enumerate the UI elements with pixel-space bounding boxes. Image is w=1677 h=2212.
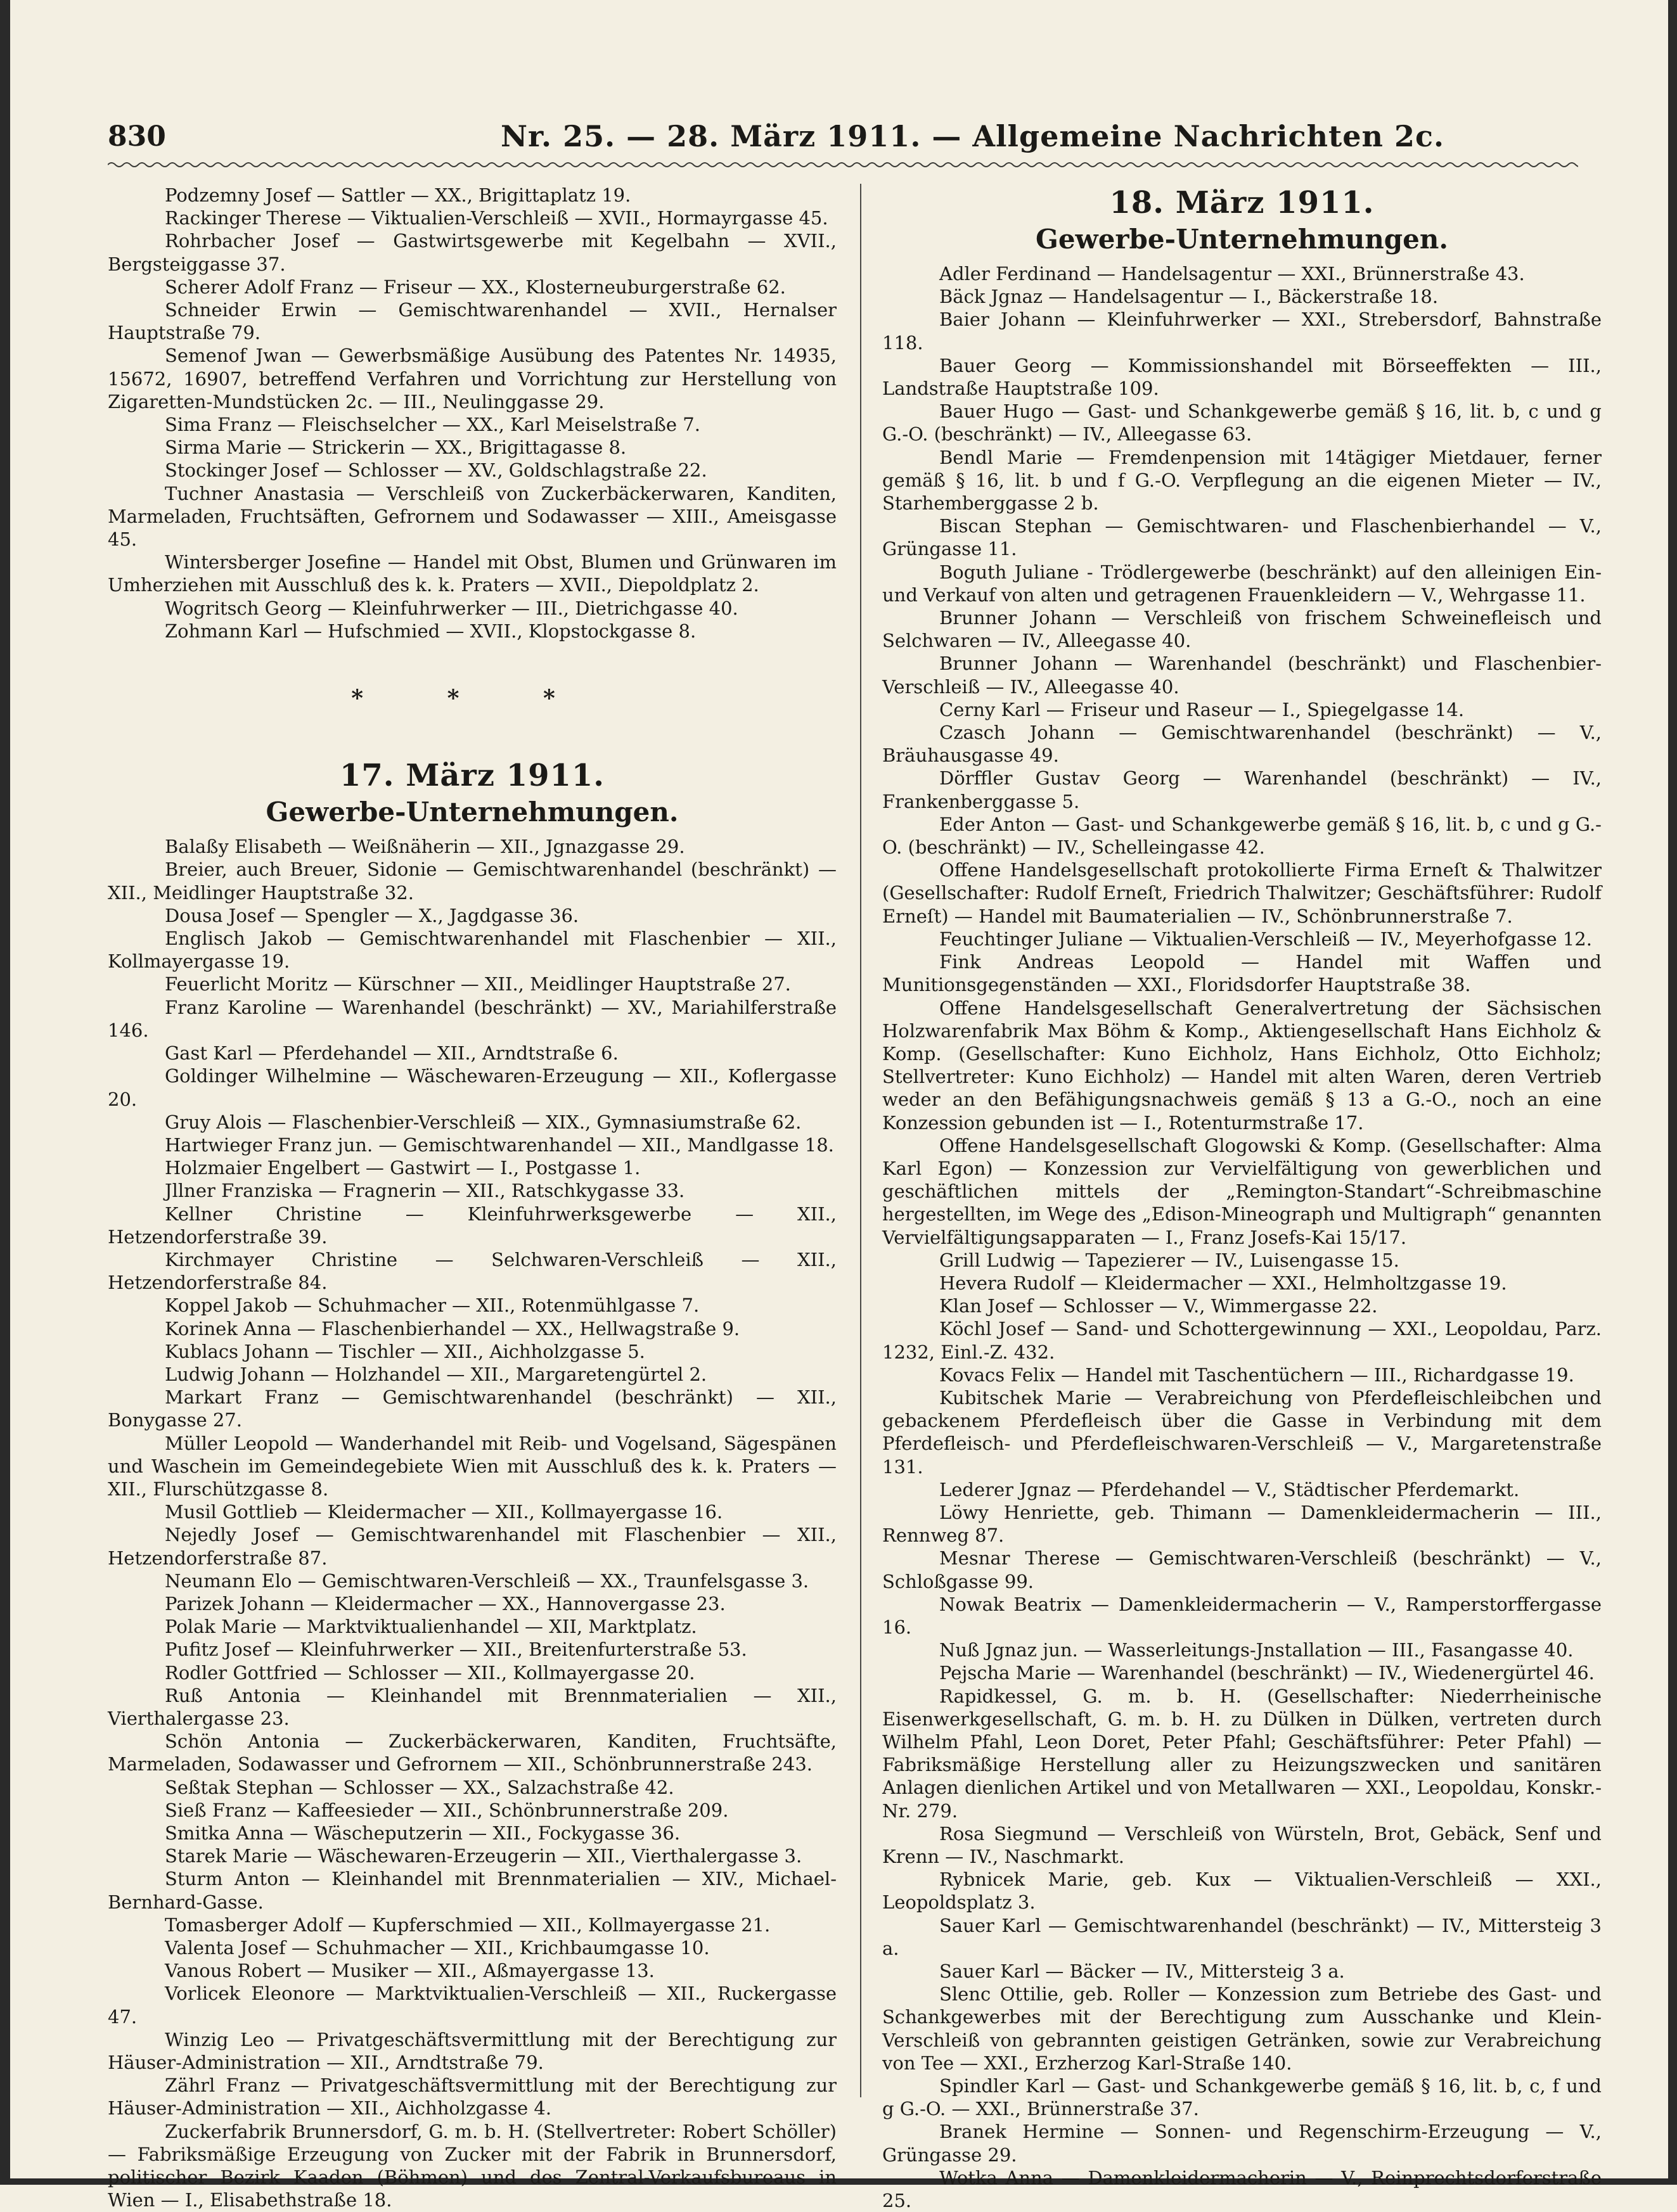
- register-entry: Bendl Marie — Fremdenpension mit 14tägiger Mietdauer, ferner gemäß § 16, lit. b und f G.-O. Verpflegung an die eigenen Mieter — IV., Starhemberggasse 2 b.: [882, 446, 1602, 515]
- register-entry: Tuchner Anastasia — Verschleiß von Zuckerbäckerwaren, Kanditen, Marmeladen, Fruchtsäften, Gefrornem und Sodawasser — XIII., Ameisgasse 45.: [108, 482, 837, 551]
- section-heading: Gewerbe-Unternehmungen.: [266, 796, 679, 828]
- register-entry: Semenof Jwan — Gewerbsmäßige Ausübung des Patentes Nr. 14935, 15672, 16907, betreffend Verfahren und Vorrichtung zur Herstellung von Zigaretten-Mundstücken 2c. — III., Neulinggasse 29.: [108, 345, 837, 412]
- register-entry: Offene Handelsgesellschaft protokollierte Firma Erneſt & Thalwitzer (Gesellschafter: Rudolf Erneſt, Friedrich Thalwitzer; Geschäftsführer: Rudolf Erneſt) — Handel mit Baumaterialien — IV., Schönbrunnerstraße 7.: [882, 859, 1602, 927]
- register-entry: Cerny Karl — Friseur und Raseur — I., Spiegelgasse 14.: [939, 698, 1465, 720]
- register-entry: Baier Johann — Kleinfuhrwerker — XXI., Strebersdorf, Bahnstraße 118.: [882, 309, 1602, 354]
- register-entry: Englisch Jakob — Gemischtwarenhandel mit Flaschenbier — XII., Kollmayergasse 19.: [108, 928, 837, 973]
- section-separator: * * *: [351, 685, 593, 712]
- register-entry: Branek Hermine — Sonnen- und Regenschirm-Erzeugung — V., Grüngasse 29.: [882, 2121, 1602, 2166]
- register-entry: Brunner Johann — Warenhandel (beschränkt) und Flaschenbier-Verschleiß — IV., Alleegasse 40.: [882, 653, 1602, 698]
- register-entry: Löwy Henriette, geb. Thimann — Damenkleidermacherin — III., Rennweg 87.: [882, 1501, 1602, 1547]
- left-column: [108, 184, 837, 2211]
- register-entry: Gruy Alois — Flaschenbier-Verschleiß — XIX., Gymnasiumstraße 62.: [165, 1111, 802, 1133]
- register-entry: Dousa Josef — Spengler — X., Jagdgasse 36.: [165, 904, 579, 926]
- page-header: [108, 114, 1578, 158]
- register-entry: Gast Karl — Pferdehandel — XII., Arndtstraße 6.: [165, 1042, 619, 1064]
- entry-list: [108, 835, 837, 2211]
- register-entry: Breier, auch Breuer, Sidonie — Gemischtwarenhandel (beschränkt) — XII., Meidlinger Hauptstraße 32.: [108, 859, 837, 904]
- register-entry: Pufitz Josef — Kleinfuhrwerker — XII., Breitenfurterstraße 53.: [165, 1639, 747, 1661]
- register-entry: Kublacs Johann — Tischler — XII., Aichholzgasse 5.: [165, 1340, 645, 1362]
- register-entry: Neumann Elo — Gemischtwaren-Verschleiß — XX., Traunfelsgasse 3.: [165, 1569, 809, 1592]
- register-entry: Pejscha Marie — Warenhandel (beschränkt) — IV., Wiedenergürtel 46.: [939, 1662, 1595, 1684]
- register-entry: Wotka Anna — Damenkleidermacherin — V., Reinprechtsdorferstraße 25.: [882, 2166, 1602, 2212]
- register-entry: Lederer Jgnaz — Pferdehandel — V., Städtischer Pferdemarkt.: [939, 1478, 1520, 1500]
- register-entry: Biscan Stephan — Gemischtwaren- und Flaschenbierhandel — V., Grüngasse 11.: [882, 515, 1602, 560]
- register-entry: Rosa Siegmund — Verschleiß von Würsteln, Brot, Gebäck, Senf und Krenn — IV., Naschmarkt.: [882, 1822, 1602, 1868]
- register-entry: Holzmaier Engelbert — Gastwirt — I., Postgasse 1.: [165, 1157, 641, 1179]
- register-entry: Sima Franz — Fleischselcher — XX., Karl Meiselstraße 7.: [165, 414, 700, 436]
- register-entry: Zuckerfabrik Brunnersdorf, G. m. b. H. (Stellvertreter: Robert Schöller) — Fabriksmäßige Erzeugung von Zucker mit der Fabrik in Brunnersdorf, politischer Bezirk Kaaden (Böhmen) und des Zentral-Verkaufsbureaus in Wien — I., Elisabethstraße 18.: [108, 2120, 837, 2211]
- register-entry: Köchl Josef — Sand- und Schottergewinnung — XXI., Leopoldau, Parz. 1232, Einl.-Z. 432.: [882, 1318, 1602, 1363]
- register-entry: Parizek Johann — Kleidermacher — XX., Hannovergasse 23.: [165, 1592, 726, 1614]
- register-entry: Kirchmayer Christine — Selchwaren-Verschleiß — XII., Hetzendorferstraße 84.: [108, 1248, 837, 1294]
- register-entry: Dörffler Gustav Georg — Warenhandel (beschränkt) — IV., Frankenberggasse 5.: [882, 767, 1602, 812]
- register-entry: Adler Ferdinand — Handelsagentur — XXI., Brünnerstraße 43.: [939, 263, 1525, 284]
- register-entry: Vanous Robert — Musiker — XII., Aßmayergasse 13.: [165, 1960, 655, 1982]
- register-entry: Kovacs Felix — Handel mit Taschentüchern — III., Richardgasse 19.: [939, 1364, 1574, 1386]
- column-divider: [860, 184, 861, 2097]
- register-entry: Rapidkessel, G. m. b. H. (Gesellschafter: Niederrheinische Eisenwerkgesellschaft, G. m. b. H. zu Dülken in Dülken, vertreten durch Wilhelm Pfahl, Leon Doret, Peter Pfahl; Geschäftsführer: Peter Pfahl) — Fabriksmäßige Herstellung aller zu Heizungszwecken und sanitären Anlagen dienlichen Artikel und von Metallwaren — XXI., Leopoldau, Konskr.-Nr. 279.: [882, 1685, 1602, 1822]
- page-number: 830: [108, 120, 166, 153]
- register-entry: Sauer Karl — Bäcker — IV., Mittersteig 3 a.: [939, 1960, 1345, 1983]
- register-entry: Brunner Johann — Verschleiß von frischem Schweinefleisch und Selchwaren — IV., Alleegasse 40.: [882, 607, 1602, 652]
- register-entry: Valenta Josef — Schuhmacher — XII., Krichbaumgasse 10.: [165, 1937, 710, 1959]
- register-entry: Nowak Beatrix — Damenkleidermacherin — V., Ramperstorffergasse 16.: [882, 1593, 1602, 1638]
- section-heading: Gewerbe-Unternehmungen.: [1035, 224, 1449, 255]
- register-entry: Scherer Adolf Franz — Friseur — XX., Klosterneuburgerstraße 62.: [165, 276, 786, 298]
- register-entry: Mesnar Therese — Gemischtwaren-Verschleiß (beschränkt) — V., Schloßgasse 99.: [882, 1547, 1602, 1592]
- register-entry: Czasch Johann — Gemischtwarenhandel (beschränkt) — V., Bräuhausgasse 49.: [882, 722, 1602, 767]
- register-entry: Offene Handelsgesellschaft Glogowski & Komp. (Gesellschafter: Alma Karl Egon) — Konzession zur Vervielfältigung von gewerblichen und geschäftlichen mittels der „Remington-Standart“-Schreibmaschine hergestellten, im Wege des „Edison-Mineograph und Multigraph“ genannten Vervielfältigungsapparaten — I., Franz Josefs-Kai 15/17.: [882, 1134, 1602, 1248]
- register-entry: Podzemny Josef — Sattler — XX., Brigittaplatz 19.: [165, 184, 631, 206]
- register-entry: Spindler Karl — Gast- und Schankgewerbe gemäß § 16, lit. b, c, f und g G.-O. — XXI., Brünnerstraße 37.: [882, 2075, 1602, 2120]
- register-entry: Jllner Franziska — Fragnerin — XII., Ratschkygasse 33.: [165, 1180, 685, 1202]
- register-entry: Schneider Erwin — Gemischtwarenhandel — XVII., Hernalser Hauptstraße 79.: [108, 299, 837, 344]
- running-title: Nr. 25. — 28. März 1911. — Allgemeine Nachrichten 2c.: [501, 119, 1445, 153]
- register-entry: Feuerlicht Moritz — Kürschner — XII., Meidlinger Hauptstraße 27.: [165, 973, 791, 995]
- register-entry: Starek Marie — Wäschewaren-Erzeugerin — XII., Vierthalergasse 3.: [165, 1845, 802, 1867]
- register-entry: Klan Josef — Schlosser — V., Wimmergasse 22.: [939, 1295, 1378, 1317]
- register-entry: Koppel Jakob — Schuhmacher — XII., Rotenmühlgasse 7.: [165, 1295, 700, 1317]
- register-entry: Müller Leopold — Wanderhandel mit Reib- und Vogelsand, Sägespänen und Waschein im Gemeindegebiete Wien mit Ausschluß des k. k. Praters — XII., Flurschützgasse 8.: [108, 1432, 837, 1500]
- register-entry: Bauer Georg — Kommissionshandel mit Börseeffekten — III., Landstraße Hauptstraße 109.: [882, 354, 1602, 400]
- entry-list: [882, 262, 1602, 2212]
- register-entry: Balaßy Elisabeth — Weißnäherin — XII., Jgnazgasse 29.: [165, 836, 685, 858]
- register-entry: Zährl Franz — Privatgeschäftsvermittlung mit der Berechtigung zur Häuser-Administration — XII., Aichholzgasse 4.: [108, 2075, 837, 2119]
- register-entry: Hevera Rudolf — Kleidermacher — XXI., Helmholtzgasse 19.: [939, 1272, 1507, 1294]
- register-entry: Markart Franz — Gemischtwarenhandel (beschränkt) — XII., Bonygasse 27.: [108, 1386, 837, 1431]
- date-heading: 17. März 1911.: [339, 758, 605, 794]
- register-entry: Korinek Anna — Flaschenbierhandel — XX., Hellwagstraße 9.: [165, 1317, 740, 1339]
- register-entry: Kubitschek Marie — Verabreichung von Pferdefleischleibchen und gebackenem Pferdefleisch über die Gasse in Verbindung mit dem Pferdefleisch- und Pferdefleischwaren-Verschleiß — V., Margaretenstraße 131.: [882, 1386, 1602, 1478]
- register-entry: Smitka Anna — Wäscheputzerin — XII., Fockygasse 36.: [165, 1822, 681, 1844]
- register-entry: Sieß Franz — Kaffeesieder — XII., Schönbrunnerstraße 209.: [165, 1799, 729, 1821]
- register-entry: Sirma Marie — Strickerin — XX., Brigittagasse 8.: [165, 437, 627, 459]
- register-entry: Slenc Ottilie, geb. Roller — Konzession zum Betriebe des Gast- und Schankgewerbes mit der Berechtigung zum Ausschanke und Klein-Verschleiß von gebrannten geistigen Getränken, sowie zur Verabreichung von Tee — XXI., Erzherzog Karl-Straße 140.: [882, 1983, 1602, 2074]
- register-entry: Rodler Gottfried — Schlosser — XII., Kollmayergasse 20.: [165, 1661, 695, 1684]
- register-entry: Rohrbacher Josef — Gastwirtsgewerbe mit Kegelbahn — XVII., Bergsteiggasse 37.: [108, 230, 837, 275]
- register-entry: Nuß Jgnaz jun. — Wasserleitungs-Jnstallation — III., Fasangasse 40.: [939, 1639, 1574, 1661]
- register-entry: Sturm Anton — Kleinhandel mit Brennmaterialien — XIV., Michael-Bernhard-Gasse.: [108, 1868, 837, 1913]
- register-entry: Franz Karoline — Warenhandel (beschränkt) — XV., Mariahilferstraße 146.: [108, 996, 837, 1041]
- register-entry: Hartwieger Franz jun. — Gemischtwarenhandel — XII., Mandlgasse 18.: [165, 1134, 834, 1156]
- register-entry: Boguth Juliane - Trödlergewerbe (beschränkt) auf den alleinigen Ein- und Verkauf von alten und getragenen Frauenkleidern — V., Wehrgasse 11.: [882, 561, 1602, 606]
- register-entry: Feuchtinger Juliane — Viktualien-Verschleiß — IV., Meyerhofgasse 12.: [939, 928, 1592, 950]
- register-entry: Sauer Karl — Gemischtwarenhandel (beschränkt) — IV., Mittersteig 3 a.: [882, 1914, 1602, 1959]
- register-entry: Ruß Antonia — Kleinhandel mit Brennmaterialien — XII., Vierthalergasse 23.: [108, 1684, 837, 1729]
- register-entry: Stockinger Josef — Schlosser — XV., Goldschlagstraße 22.: [165, 459, 707, 482]
- register-entry: Grill Ludwig — Tapezierer — IV., Luisengasse 15.: [939, 1249, 1399, 1271]
- date-heading: 18. März 1911.: [1109, 185, 1375, 221]
- register-entry: Rackinger Therese — Viktualien-Verschleiß — XVII., Hormayrgasse 45.: [165, 207, 828, 229]
- register-entry: Wintersberger Josefine — Handel mit Obst, Blumen und Grünwaren im Umherziehen mit Ausschluß des k. k. Praters — XVII., Diepoldplatz 2.: [108, 551, 837, 596]
- register-entry: Musil Gottlieb — Kleidermacher — XII., Kollmayergasse 16.: [165, 1501, 723, 1523]
- register-entry: Vorlicek Eleonore — Marktviktualien-Verschleiß — XII., Ruckergasse 47.: [108, 1983, 837, 2028]
- register-entry: Goldinger Wilhelmine — Wäschewaren-Erzeugung — XII., Koflergasse 20.: [108, 1065, 837, 1110]
- register-entry: Kellner Christine — Kleinfuhrwerksgewerbe — XII., Hetzendorferstraße 39.: [108, 1203, 837, 1248]
- register-entry: Fink Andreas Leopold — Handel mit Waffen und Munitionsgegenständen — XXI., Floridsdorfer Hauptstraße 38.: [882, 951, 1602, 996]
- entry-list-continued: [108, 184, 837, 643]
- register-entry: Rybnicek Marie, geb. Kux — Viktualien-Verschleiß — XXI., Leopoldsplatz 3.: [882, 1869, 1602, 1914]
- register-entry: Eder Anton — Gast- und Schankgewerbe gemäß § 16, lit. b, c und g G.-O. (beschränkt) — IV., Schelleingasse 42.: [882, 813, 1602, 859]
- register-entry: Bauer Hugo — Gast- und Schankgewerbe gemäß § 16, lit. b, c und g G.-O. (beschränkt) — IV., Alleegasse 63.: [882, 400, 1602, 445]
- register-entry: Nejedly Josef — Gemischtwarenhandel mit Flaschenbier — XII., Hetzendorferstraße 87.: [108, 1524, 837, 1569]
- register-entry: Zohmann Karl — Hufschmied — XVII., Klopstockgasse 8.: [165, 620, 697, 642]
- register-entry: Schön Antonia — Zuckerbäckerwaren, Kanditen, Fruchtsäfte, Marmeladen, Sodawasser und Gefrornem — XII., Schönbrunnerstraße 243.: [108, 1730, 837, 1775]
- register-entry: Offene Handelsgesellschaft Generalvertretung der Sächsischen Holzwarenfabrik Max Böhm & Komp., Aktiengesellschaft Hans Eichholz & Komp. (Gesellschafter: Kuno Eichholz, Hans Eichholz, Otto Eichholz; Stellvertreter: Kuno Eichholz) — Handel mit alten Waren, deren Vertrieb weder an den Befähigungsnachweis gemäß § 13 a G.-O., noch an eine Konzession gebunden ist — I., Rotenturmstraße 17.: [882, 997, 1602, 1134]
- register-entry: Ludwig Johann — Holzhandel — XII., Margaretengürtel 2.: [165, 1363, 707, 1385]
- header-rule: [108, 160, 1578, 170]
- register-entry: Bäck Jgnaz — Handelsagentur — I., Bäckerstraße 18.: [939, 286, 1439, 308]
- register-entry: Winzig Leo — Privatgeschäftsvermittlung mit der Berechtigung zur Häuser-Administration — XII., Arndtstraße 79.: [108, 2028, 837, 2074]
- right-column: [882, 184, 1602, 2212]
- register-entry: Seßtak Stephan — Schlosser — XX., Salzachstraße 42.: [165, 1776, 674, 1798]
- register-entry: Polak Marie — Marktviktualienhandel — XII, Marktplatz.: [165, 1616, 697, 1638]
- register-entry: Tomasberger Adolf — Kupferschmied — XII., Kollmayergasse 21.: [165, 1914, 771, 1936]
- register-entry: Wogritsch Georg — Kleinfuhrwerker — III., Dietrichgasse 40.: [165, 597, 738, 619]
